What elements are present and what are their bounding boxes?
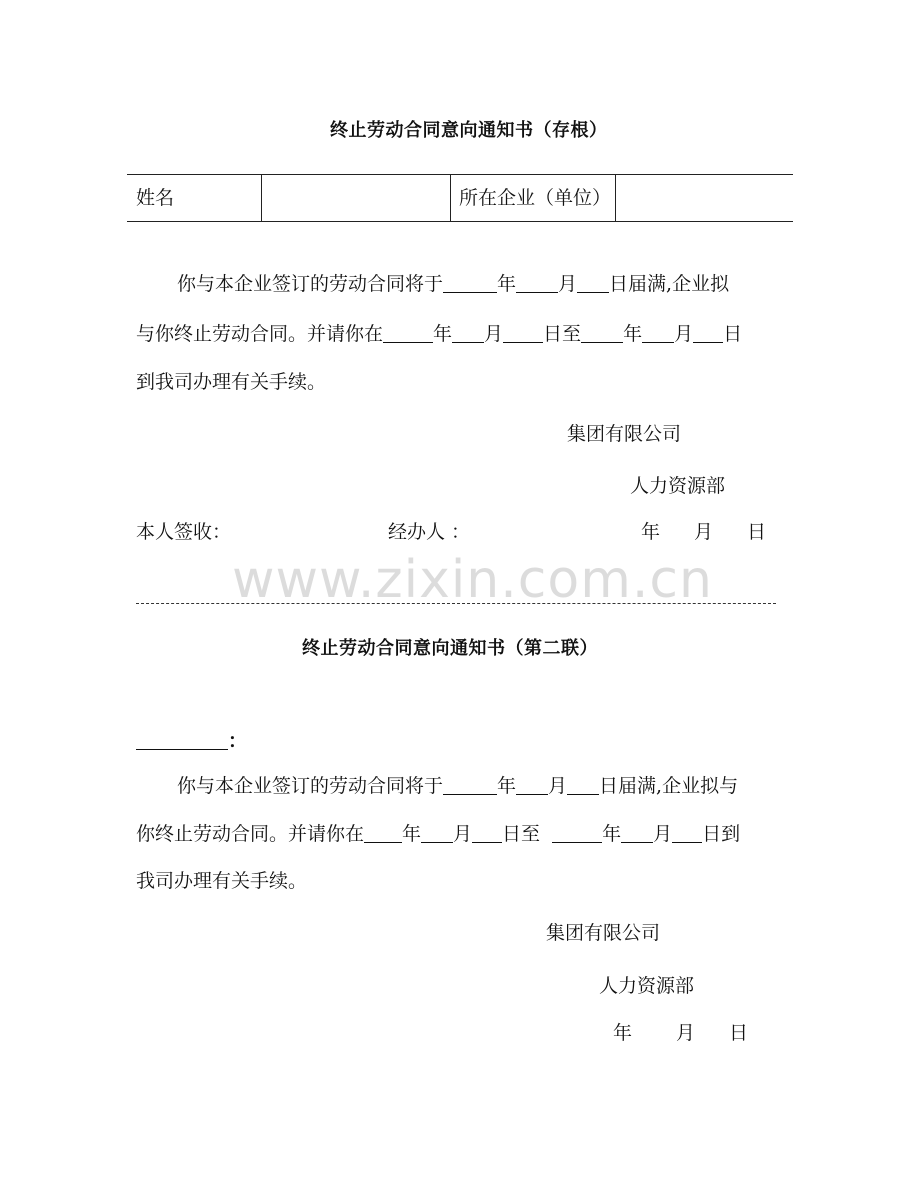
- copy2-paragraph-line-1: [177, 773, 738, 799]
- watermark: www.zixin.com.cn: [232, 550, 713, 610]
- month-label: 月: [484, 323, 504, 345]
- blank-year[interactable]: [552, 822, 602, 843]
- addressee-line: [136, 728, 247, 754]
- company-value-field[interactable]: [616, 175, 793, 221]
- blank-year[interactable]: [364, 822, 402, 843]
- paragraph-text: 你与本企业签订的劳动合同将于: [177, 775, 444, 797]
- blank-year[interactable]: [443, 774, 497, 795]
- day-label: 日: [723, 323, 743, 345]
- stub-date-year: 年: [641, 521, 661, 543]
- company-label: 所在企业（单位）: [459, 187, 612, 209]
- day-to-label: 日至: [502, 823, 541, 845]
- paragraph-text: 日届满,企业拟与: [599, 775, 739, 797]
- blank-year[interactable]: [443, 272, 497, 293]
- name-value-field[interactable]: [262, 175, 450, 221]
- paragraph-text: 与你终止劳动合同。并请你在: [136, 323, 384, 345]
- stub-date-day: 日: [747, 521, 767, 543]
- blank-day[interactable]: [693, 322, 723, 343]
- copy2-title: 终止劳动合同意向通知书（第二联）: [302, 638, 598, 659]
- sign-label: 本人签收：: [136, 521, 232, 543]
- blank-year[interactable]: [581, 322, 623, 343]
- blank-month[interactable]: [516, 272, 558, 293]
- copy2-department: 人力资源部: [599, 975, 695, 997]
- blank-day[interactable]: [577, 272, 609, 293]
- day-end-label: 日到: [702, 823, 741, 845]
- month-label: 月: [548, 775, 568, 797]
- copy2-company-name: 集团有限公司: [546, 922, 661, 944]
- year-label: 年: [433, 323, 453, 345]
- handler-label: 经办人 ：: [388, 521, 471, 543]
- blank-month[interactable]: [621, 822, 653, 843]
- stub-paragraph-line-2: [136, 321, 742, 347]
- blank-day[interactable]: [503, 322, 543, 343]
- copy2-paragraph-line-2: [136, 821, 740, 847]
- day-to-label: 日至: [543, 323, 582, 345]
- blank-month[interactable]: [642, 322, 674, 343]
- blank-year[interactable]: [383, 322, 433, 343]
- year-label: 年: [623, 323, 643, 345]
- stub-department: 人力资源部: [630, 475, 726, 497]
- copy2-date-day: 日: [729, 1022, 749, 1044]
- month-label: 月: [653, 823, 673, 845]
- name-label: 姓名: [136, 187, 175, 209]
- blank-day[interactable]: [672, 822, 702, 843]
- copy2-date-month: 月: [676, 1022, 696, 1044]
- month-label: 月: [674, 323, 694, 345]
- blank-day[interactable]: [472, 822, 502, 843]
- stub-info-table: [127, 174, 793, 222]
- paragraph-text: 日届满,企业拟: [609, 273, 730, 295]
- blank-month[interactable]: [452, 322, 484, 343]
- addressee-blank[interactable]: [136, 729, 228, 750]
- copy2-date-year: 年: [613, 1022, 633, 1044]
- copy2-paragraph-line-3: 我司办理有关手续。: [136, 870, 308, 892]
- year-label: 年: [402, 823, 422, 845]
- blank-month[interactable]: [516, 774, 548, 795]
- month-label: 月: [558, 273, 578, 295]
- stub-title: 终止劳动合同意向通知书（存根）: [330, 120, 608, 141]
- stub-company-name: 集团有限公司: [567, 423, 682, 445]
- year-label: 年: [497, 775, 517, 797]
- cut-line-divider: [136, 603, 776, 604]
- blank-day[interactable]: [567, 774, 599, 795]
- blank-month[interactable]: [421, 822, 453, 843]
- stub-paragraph-line-1: [177, 271, 729, 297]
- year-label: 年: [497, 273, 517, 295]
- paragraph-text: 你与本企业签订的劳动合同将于: [177, 273, 444, 295]
- addressee-colon: ：: [228, 730, 248, 752]
- stub-paragraph-line-3: 到我司办理有关手续。: [136, 371, 327, 393]
- paragraph-text: 你终止劳动合同。并请你在: [136, 823, 365, 845]
- month-label: 月: [453, 823, 473, 845]
- stub-date-month: 月: [694, 521, 714, 543]
- year-label: 年: [602, 823, 622, 845]
